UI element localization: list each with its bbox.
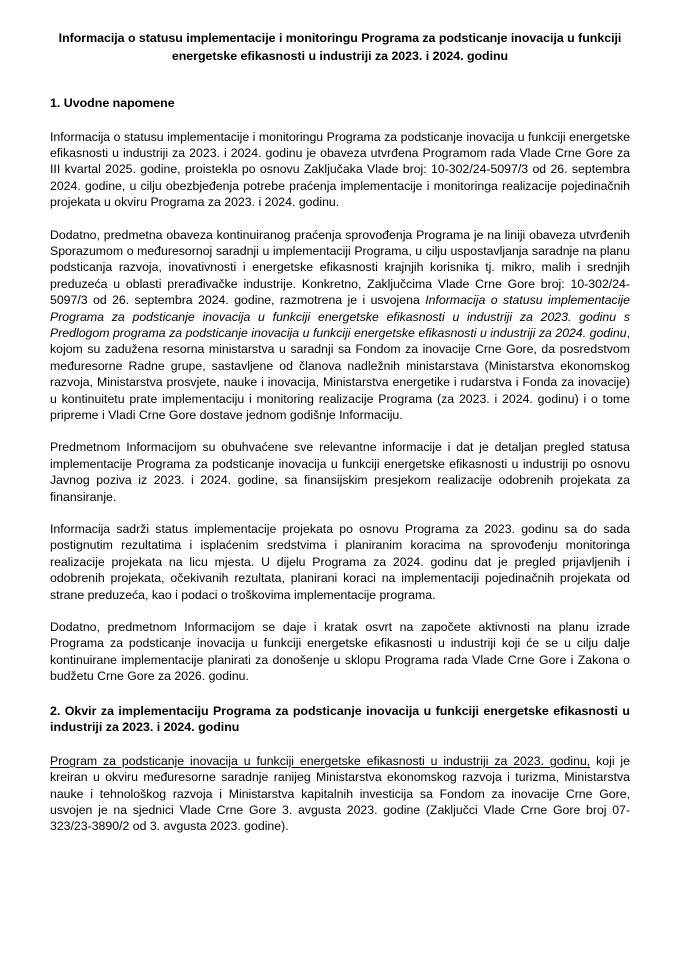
paragraph-interagency-agreement <box>50 227 630 424</box>
paragraph-tail-text: , kojom su zadužena resorna ministarstva u saradnji sa Fondom za inovacije Crne Gore, da posredstvom međuresorne Radne grupe, sastavljene od članova nadležnih ministarstava (Ministarstva ekonomskog razvoja, Ministarstva prosvjete, nauke i inovacija, Ministarstva energetike i rudarstva i Fonda za inovacije) u kontinuitetu prate implementaciju i monitoring realizacije Programa (za 2023. i 2024. godinu) i o tome pripreme i Vladi Crne Gore dostave jednom godišnje Informaciju. <box>50 325 630 422</box>
paragraph-program-adoption <box>50 753 630 835</box>
section-heading-2: 2. Okvir za implementaciju Programa za podsticanje inovacija u funkciji energetske efikasnosti u industriji za 2023. i 2024. godinu <box>50 703 630 735</box>
paragraph-scope-overview: Predmetnom Informacijom su obuhvaćene sve relevantne informacije i dat je detaljan pregled statusa implementacije Programa za podsticanje inovacija u funkciji energetske efikasnosti u industriji po osnovu Javnog poziva iz 2023. i 2024. godine, sa finansijskim presjekom realizacije odobrenih projekata za finansiranje. <box>50 440 630 504</box>
paragraph-lead-text: Dodatno, predmetna obaveza kontinuiranog praćenja sprovođenja Programa je na liniji obaveza utvrđenih Sporazumom o međuresornoj saradnji u implementaciji Programa, u cilju uspostavljanja saradnje na planu podsticanja razvoja, inovativnosti i energetske efikasnosti krajnjih korisnika tj. mikro, malih i srednjih preduzeća u oblasti prerađivačke industrije. Konkretno, Zaključcima Vlade Crne Gore broj: 10-302/24-5097/3 od 26. septembra 2024. godine, razmotrena je i usvojena <box>50 227 630 308</box>
paragraph-adoption-details: koji je kreiran u okviru međuresorne saradnje ranijeg Ministarstva ekonomskog razvoja i turizma, Ministarstva nauke i tehnološkog razvoja i Ministarstva kapitalnih investicija sa Fondom za inovacije Crne Gore, usvojen je na sjednici Vlade Crne Gore 3. avgusta 2023. godine (Zaključci Vlade Crne Gore broj 07-323/23-3890/2 od 3. avgusta 2023. godine). <box>50 753 631 834</box>
paragraph-future-program-2026: Dodatno, predmetnom Informacijom se daje i kratak osvrt na započete aktivnosti na planu izrade Programa za podsticanje inovacija u funkciji energetske efikasnosti u industriji koji će se u cilju dalje kontinuirane implementacije planirati za donošenje u sklopu Programa rada Vlade Crne Gore i Zakona o budžetu Crne Gore za 2026. godinu. <box>50 620 630 684</box>
paragraph-status-2023-2024: Informacija sadrži status implementacije projekata po osnovu Programa za 2023. godinu sa do sada postignutim rezultatima i isplaćenim sredstvima i planiranim koracima na sprovođenju monitoringa realizacije projekata na licu mjesta. U dijelu Programa za 2024. godinu dat je pregled prijavljenih i odobrenih projekata, očekivanih rezultata, planirani koraci na implementaciji pojedinačnih projekata od strane preduzeća, kao i podaci o troškovima implementacije programa. <box>50 522 630 602</box>
underlined-program-title: Program za podsticanje inovacija u funkciji energetske efikasnosti u industriji za 2023. godinu, <box>50 753 591 768</box>
paragraph-intro-obligation: Informacija o statusu implementacije i monitoringu Programa za podsticanje inovacija u funkciji energetske efikasnosti u industriji za 2023. i 2024. godinu je obaveza utvrđena Programom rada Vlade Crne Gore za III kvartal 2025. godine, proistekla po osnovu Zaključaka Vlade broj: 10-302/24-5097/3 od 26. septembra 2024. godine, u cilju obezbjeđenja potrebe praćenja implementacije i monitoringa realizacije pojedinačnih projekata u okviru Programa za 2023. i 2024. godinu. <box>50 129 630 210</box>
section-heading-1: 1. Uvodne napomene <box>50 96 175 110</box>
italic-document-reference: Informacija o statusu implementacije Programa za podsticanje inovacija u funkciji energetske efikasnosti u industriji za 2023. godinu s Predlogom programa za podsticanje inovacija u funkciji energetske efikasnosti u industriji za 2024. godinu <box>50 293 631 340</box>
document-title: Informacija o statusu implementacije i monitoringu Programa za podsticanje inovacija u funkciji energetske efikasnosti u industriji za 2023. i 2024. godinu <box>58 31 622 63</box>
